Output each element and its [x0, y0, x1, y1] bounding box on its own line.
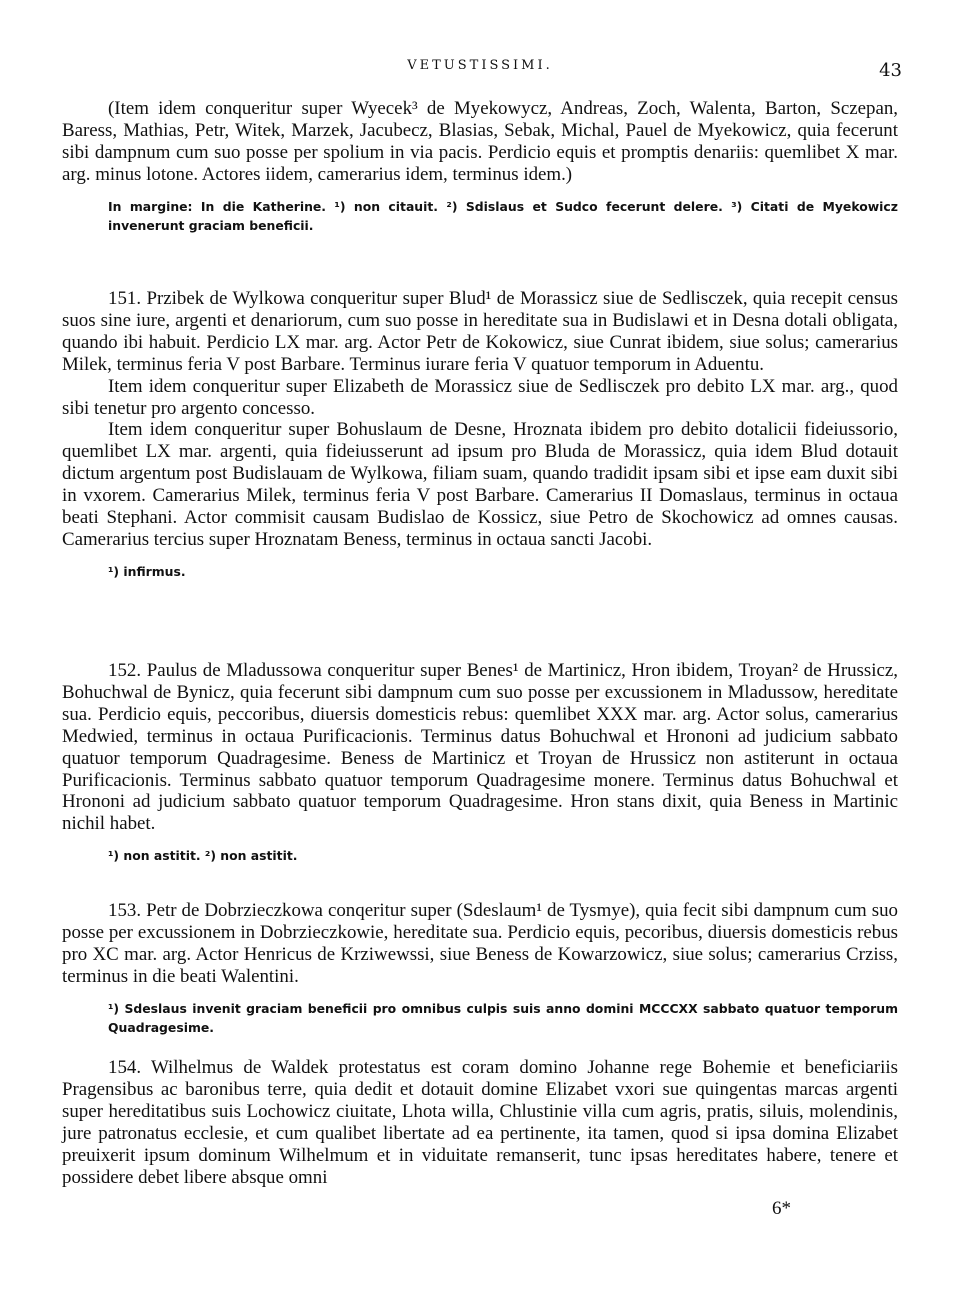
footnote-block	[62, 197, 898, 236]
entry-151	[62, 288, 898, 581]
footnote-block	[62, 562, 898, 582]
entry-152	[62, 660, 898, 866]
entry-item-wyecek	[62, 98, 898, 236]
signature-mark: 6*	[772, 1198, 791, 1219]
paragraph: 154. Wilhelmus de Waldek protestatus est coram domino Johanne rege Bohemie et beneficiariis Pragensibus ac baronibus terre, quia dedit et dotauit domine Elizabet vxori sue quingentas marcas argenti super hereditatibus suis Lochowicz ciuitate, Lhota willa, Chlustinie villa cum agris, pratis, siluis, molendinis, jure patronatus ecclesie, et cum qualibet libertate ad ea pertinente, ita tamen, quod si ipsa domina Elizabet preuixerit ipsum dominum Wilhelmum et in viduitate remanserit, tunc ipsas hereditates habere, tenere et possidere debet libere absque omni	[62, 1057, 898, 1188]
footnote: ¹) infirmus.	[108, 563, 186, 579]
footnote: In margine: In die Katherine. ¹) non citauit. ²) Sdislaus et Sudco fecerunt delere. ³) Citati de Myekowicz invenerunt graciam beneficii.	[108, 198, 898, 234]
footnote-block	[62, 999, 898, 1038]
entry-153	[62, 900, 898, 1038]
page-number: 43	[879, 60, 902, 81]
paragraph: 153. Petr de Dobrzieczkowa conqeritur super (Sdeslaum¹ de Tysmye), quia fecit sibi dampnum cum suo posse per excussionem in Dobrzieczkowie, hereditate sua. Perdicio equis, pecoribus, diuersis domesticis rebus pro XC mar. arg. Actor Henricus de Krziwewssi, siue Beness de Kowarzowicz, siue solus; camerarius Crziss, terminus in die beati Walentini.	[62, 900, 898, 987]
footnote-block	[62, 846, 898, 866]
entry-154	[62, 1057, 898, 1188]
footnote: ¹) Sdeslaus invenit graciam beneficii pro omnibus culpis suis anno domini MCCCXX sabbato quatuor temporum Quadragesime.	[108, 1000, 898, 1036]
paragraph: Item idem conqueritur super Elizabeth de Morassicz siue de Sedlisczek pro debito LX mar. arg., quod sibi tenetur pro argento concesso.	[62, 375, 898, 419]
paragraph: Item idem conqueritur super Bohuslaum de Desne, Hroznata ibidem pro debito dotalicii fideiussorio, quemlibet LX mar. argenti, quia fideiusserunt ad ipsum pro Bluda de Morassicz, quia idem Blud dotauit dictum argentum post Budislauam de Wylkowa, filiam suam, quando tradidit ipsam sibi et ipse eam duxit sibi in vxorem. Camerarius Milek, terminus feria V post Barbare. Camerarius II Domaslaus, terminus in octaua beati Stephani. Actor commisit causam Budislao de Kossicz, siue Petro de Skochowicz ad omnes causas. Camerarius tercius super Hroznatam Beness, terminus in octaua sancti Jacobi.	[62, 419, 898, 550]
footnote: ¹) non astitit. ²) non astitit.	[108, 848, 298, 864]
paragraph: (Item idem conqueritur super Wyecek³ de Myekowycz, Andreas, Zoch, Walenta, Barton, Sczepan, Baress, Mathias, Petr, Witek, Marzek, Jacubecz, Blasias, Sebak, Michal, Pauel de Myekowicz, quia fecerunt sibi dampnum cum suo posse per spolium in via pacis. Perdicio equis et promptis denariis: quemlibet X mar. arg. minus lotone. Actores iidem, camerarius idem, terminus idem.)	[62, 98, 898, 185]
paragraph: 151. Przibek de Wylkowa conqueritur super Blud¹ de Morassicz siue de Sedlisczek, quia recepit census suos sine iure, argenti et denariorum, cum suo posse in hereditate sua in Budislawi et in Desna dotali obligata, quando ibi habuit. Perdicio LX mar. arg. Actor Petr de Kokowicz, siue Cunrat ibidem, siue solus; camerarius Milek, terminus feria V post Barbare. Terminus iurare feria V quatuor temporum in Aduentu.	[62, 288, 898, 375]
paragraph: 152. Paulus de Mladussowa conqueritur super Benes¹ de Martinicz, Hron ibidem, Troyan² de Hrussicz, Bohuchwal de Bynicz, quia fecerunt sibi dampnum cum suo posse per excussionem in Mladussow, hereditate sua. Perdicio equis, peccoribus, diuersis domesticis rebus: quemlibet XXX mar. arg. Actor solus, camerarius Medwied, terminus in octaua Purificacionis. Terminus datus Bohuchwal et Hrononi ad judicium sabbato quatuor temporum Quadragesime. Beness de Martinicz et Troyan de Hrussicz non astiterunt in octaua Purificacionis. Terminus sabbato quatuor temporum Quadragesime monere. Terminus datus Bohuchwal et Hrononi ad judicium sabbato quatuor temporum Quadragesime. Hron stans dixit, quia Beness in Martinic nichil habet.	[62, 660, 898, 835]
running-title: VETUSTISSIMI.	[407, 58, 553, 73]
